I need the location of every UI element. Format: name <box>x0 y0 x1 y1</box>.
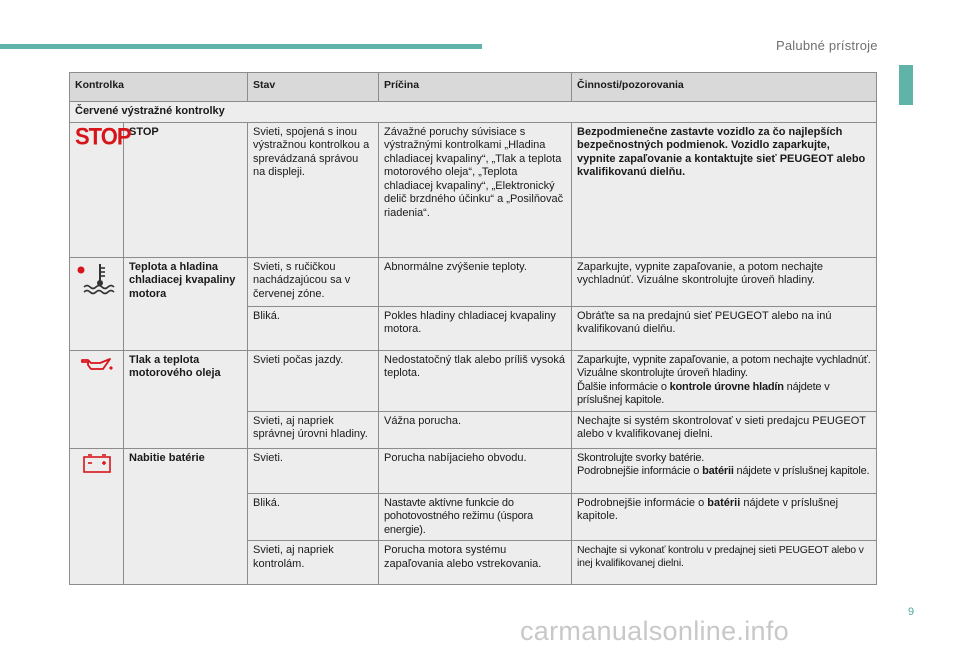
action-line: Vizuálne skontrolujte úroveň hladiny. <box>577 367 748 379</box>
section-title: Palubné prístroje <box>776 38 878 53</box>
row-cause: Pokles hladiny chladiacej kvapaliny motora. <box>379 306 572 350</box>
action-text: Ďalšie informácie o <box>577 380 670 393</box>
oil-icon-cell <box>70 350 124 448</box>
row-cause: Vážna porucha. <box>379 411 572 448</box>
row-state: Svieti, aj napriek kontrolám. <box>248 541 379 585</box>
row-state: Svieti, spojená s inou výstražnou kontrolkou a sprevádzaná správou na displeji. <box>248 122 379 257</box>
stop-icon: STOP <box>75 122 131 150</box>
col-header-cinnosti: Činnosti/pozorovania <box>572 73 877 102</box>
row-cause: Porucha motora systému zapaľovania alebo vstrekovania. <box>379 541 572 585</box>
row-cause: Abnormálne zvýšenie teploty. <box>379 257 572 306</box>
watermark: carmanualsonline.info <box>520 616 789 646</box>
page-number: 9 <box>908 606 915 618</box>
row-action: Bezpodmienečne zastavte vozidlo za čo najlepších bezpečnostných podmienok. Vozidlo zaparkujte, vypnite zapaľovanie a kontaktujte sieť PEUGEOT alebo kvalifikovanú dielňu. <box>572 122 877 257</box>
row-action <box>572 350 877 411</box>
row-state: Svieti, aj napriek správnej úrovni hladiny. <box>248 411 379 448</box>
row-action: Obráťte sa na predajnú sieť PEUGEOT alebo na inú kvalifikovanú dielňu. <box>572 306 877 350</box>
table-row <box>70 257 877 306</box>
action-text: Podrobnejšie informácie o <box>577 496 708 509</box>
battery-icon-cell <box>70 448 124 585</box>
action-ref: kontrole úrovne hladín <box>669 380 784 393</box>
chapter-marker <box>899 65 913 105</box>
action-ref: batérii <box>702 465 734 477</box>
battery-icon <box>82 452 112 474</box>
row-name: STOP <box>124 122 248 257</box>
row-cause: Závažné poruchy súvisiace s výstražnými kontrolkami „Hladina chladiacej kvapaliny“, „Tlak a teplota motorového oleja“, „Teplota chladiacej kvapaliny“, „Elektronický delič brzdného účinku“ a „Posilňovač riadenia“. <box>379 122 572 257</box>
action-line <box>577 381 871 408</box>
row-action: Zaparkujte, vypnite zapaľovanie, a potom nechajte vychladnúť. Vizuálne skontrolujte úroveň hladiny. <box>572 257 877 306</box>
row-name: Tlak a teplota motorového oleja <box>124 350 248 448</box>
action-text: nájdete v príslušnej kapitole. <box>577 496 839 522</box>
row-state: Svieti počas jazdy. <box>248 350 379 411</box>
coolant-icon-cell <box>70 257 124 350</box>
warning-lights-table <box>69 72 877 585</box>
row-state: Bliká. <box>248 306 379 350</box>
row-cause: Porucha nabíjacieho obvodu. <box>379 448 572 493</box>
section-row <box>70 102 877 123</box>
col-header-kontrolka: Kontrolka <box>70 73 248 102</box>
table-header-row <box>70 73 877 102</box>
stop-icon-cell <box>70 122 131 257</box>
row-state: Svieti, s ručičkou nachádzajúcou sa v červenej zóne. <box>248 257 379 306</box>
row-cause: Nedostatočný tlak alebo príliš vysoká teplota. <box>379 350 572 411</box>
table-row <box>70 350 877 411</box>
action-line <box>577 465 871 479</box>
action-text: Podrobnejšie informácie o <box>577 465 703 477</box>
col-header-stav: Stav <box>248 73 379 102</box>
top-accent-bar <box>0 44 482 49</box>
action-line: Zaparkujte, vypnite zapaľovanie, a potom nechajte vychladnúť. <box>577 353 871 366</box>
row-action: Nechajte si vykonať kontrolu v predajnej sieti PEUGEOT alebo v inej kvalifikovanej dielni. <box>572 541 877 585</box>
row-name: Teplota a hladina chladiacej kvapaliny motora <box>124 257 248 350</box>
row-state: Svieti. <box>248 448 379 493</box>
row-name: Nabitie batérie <box>124 448 248 585</box>
row-state: Bliká. <box>248 493 379 541</box>
table-row <box>70 448 877 493</box>
coolant-temperature-icon <box>76 261 118 297</box>
section-label: Červené výstražné kontrolky <box>70 102 877 123</box>
row-action <box>572 493 877 541</box>
row-cause: Nastavte aktívne funkcie do pohotovostného režimu (úspora energie). <box>379 493 572 541</box>
action-ref: batérii <box>707 496 741 509</box>
action-text: nájdete v príslušnej kapitole. <box>733 465 870 477</box>
table-row <box>70 122 877 257</box>
oil-pressure-icon <box>80 354 114 374</box>
row-action: Nechajte si systém skontrolovať v sieti predajcu PEUGEOT alebo v kvalifikovanej dielni. <box>572 411 877 448</box>
col-header-pricina: Príčina <box>379 73 572 102</box>
action-line: Skontrolujte svorky batérie. <box>577 451 705 464</box>
action-text: nájdete v príslušnej kapitole. <box>577 380 830 406</box>
row-action <box>572 448 877 493</box>
